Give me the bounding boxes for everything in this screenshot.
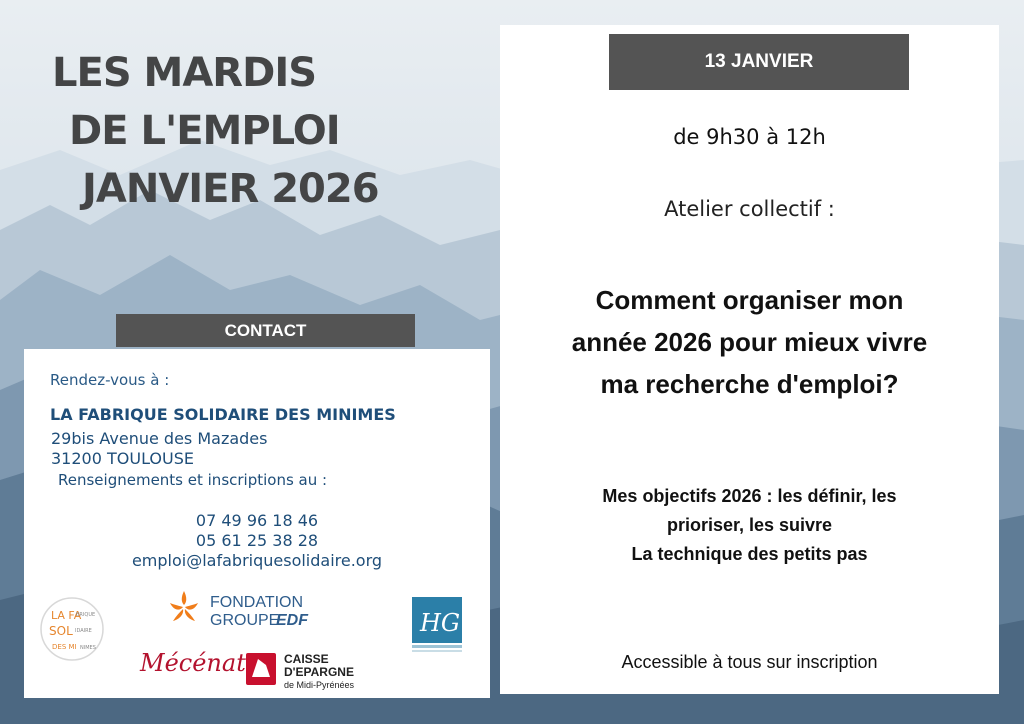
title-line-2: DE L'EMPLOI (69, 108, 340, 154)
fondation-edf-logo (162, 585, 322, 633)
address-line-2: 31200 TOULOUSE (51, 449, 194, 468)
fabrique-logo-line1: LA FA (51, 609, 82, 622)
caisse-line1: CAISSE (284, 652, 329, 666)
organization-name: LA FABRIQUE SOLIDAIRE DES MINIMES (50, 405, 396, 424)
caisse-line2: D'EPARGNE (284, 665, 354, 679)
title-line-3: JANVIER 2026 (82, 166, 379, 212)
hg-text: HG (420, 609, 461, 637)
phone-1: 07 49 96 18 46 (195, 511, 319, 530)
edf-brand: EDF (276, 612, 308, 629)
fabrique-logo-small3: NIMES (80, 645, 96, 651)
question-line-3: ma recherche d'emploi? (600, 369, 899, 399)
fabrique-logo-line3: DES MI (52, 643, 77, 651)
fabrique-solidaire-logo (40, 595, 104, 663)
title-line-1: LES MARDIS (52, 50, 317, 96)
phone-2: 05 61 25 38 28 (195, 531, 319, 550)
event-card (500, 25, 999, 694)
objectives-line-1: Mes objectifs 2026 : les définir, les (602, 486, 897, 506)
caisse-epargne-logo (244, 649, 384, 693)
event-question (500, 279, 999, 405)
objectives-line-3: La technique des petits pas (631, 544, 868, 564)
event-date: 13 JANVIER (609, 34, 909, 90)
fabrique-logo-line2: SOL (49, 624, 73, 638)
address-line-1: 29bis Avenue des Mazades (51, 429, 268, 448)
fabrique-logo-small1: BRIQUE (76, 612, 96, 618)
groupe-label: GROUPE (210, 612, 280, 629)
email-address: emploi@lafabriquesolidaire.org (131, 551, 383, 570)
fabrique-logo-small2: IDAIRE (75, 628, 92, 634)
fondation-label: FONDATION (210, 594, 304, 611)
haute-garonne-logo (410, 595, 464, 657)
edf-flower-icon (170, 591, 198, 621)
question-line-2: année 2026 pour mieux vivre (571, 327, 928, 357)
access-note: Accessible à tous sur inscription (621, 652, 878, 672)
objectives-line-2: prioriser, les suivre (666, 515, 833, 535)
page-title (52, 44, 472, 218)
mecenat-signature (136, 641, 254, 683)
event-objectives (500, 482, 999, 569)
question-line-1: Comment organiser mon (595, 285, 904, 315)
rendezvous-label: Rendez-vous à : (50, 371, 170, 389)
contact-card (24, 349, 490, 698)
info-label: Renseignements et inscriptions au : (58, 471, 328, 489)
contact-header: CONTACT (116, 314, 415, 347)
caisse-line3: de Midi-Pyrénées (284, 680, 355, 690)
event-type: Atelier collectif : (664, 197, 835, 221)
mecenat-text: Mécénat (140, 649, 246, 677)
event-hours: de 9h30 à 12h (673, 125, 826, 149)
